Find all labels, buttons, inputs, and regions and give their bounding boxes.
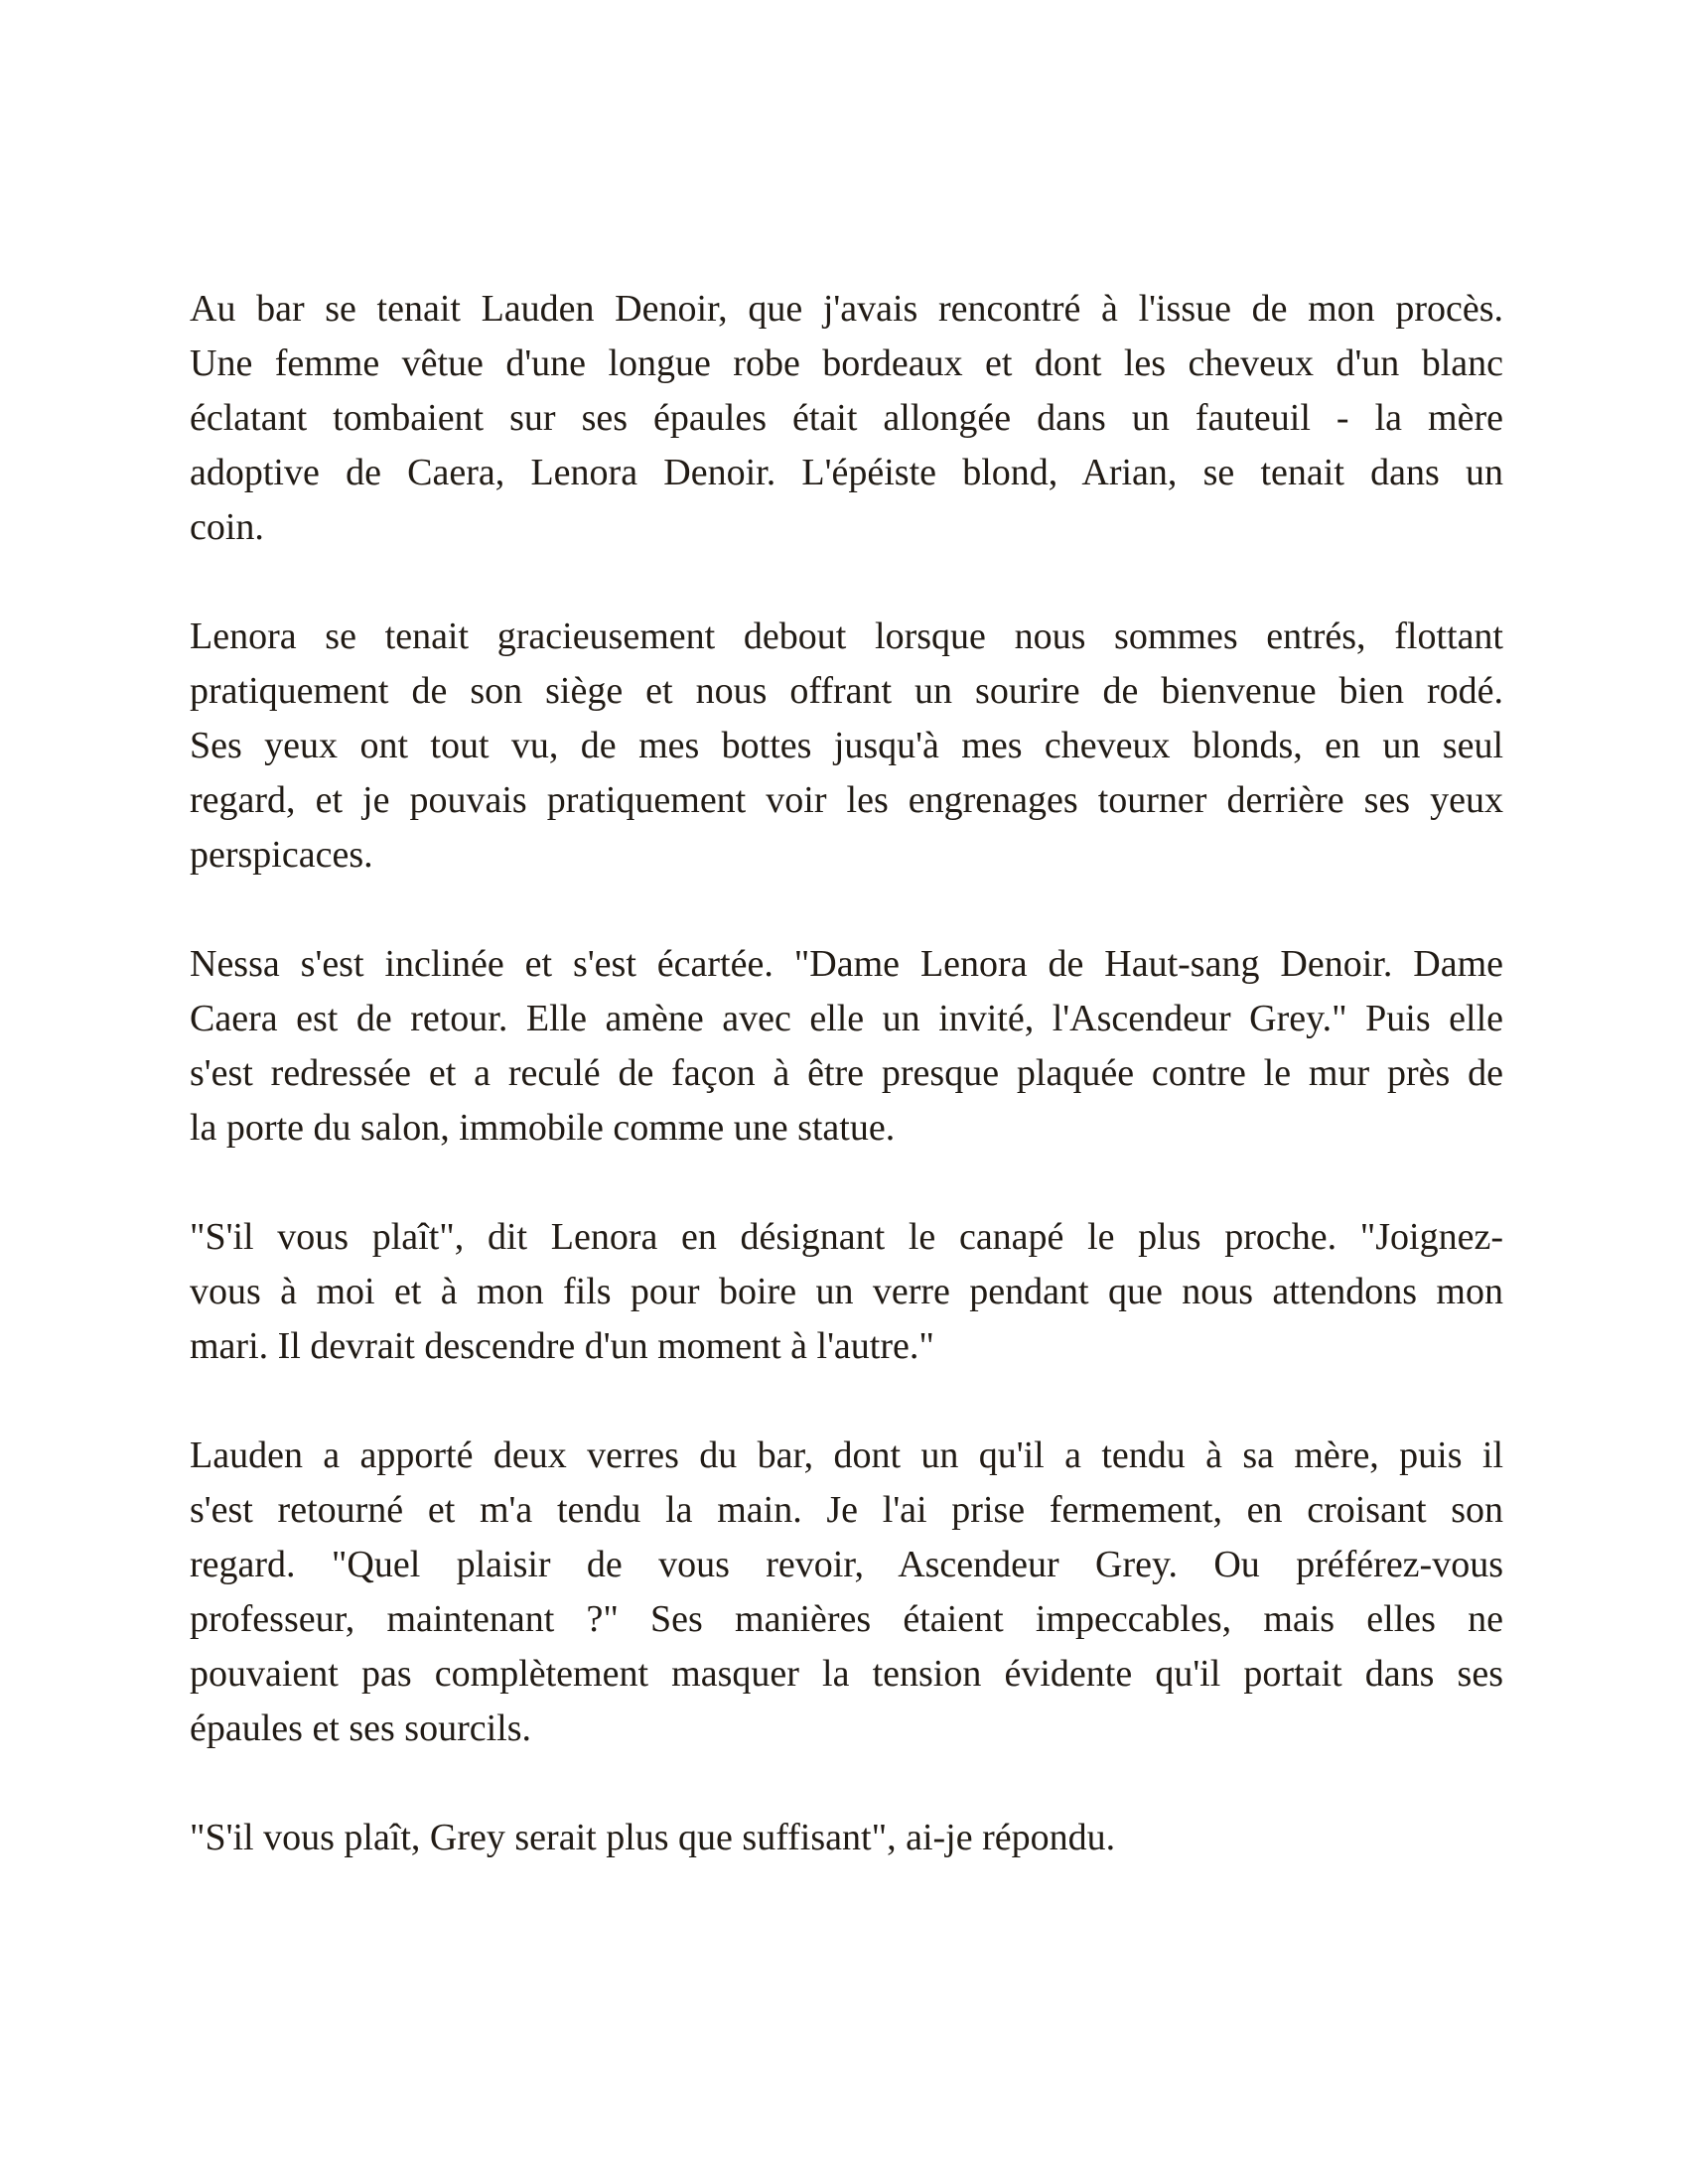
text-line: Une femme vêtue d'une longue robe bordeaux et dont les cheveux d'un blanc [190, 342, 1503, 384]
text-line: épaules et ses sourcils. [190, 1707, 532, 1749]
text-line: s'est retourné et m'a tendu la main. Je l'ai prise fermement, en croisant son [190, 1489, 1503, 1531]
paragraph [190, 282, 1503, 555]
text-line: professeur, maintenant ?" Ses manières étaient impeccables, mais elles ne [190, 1598, 1503, 1640]
text-line: coin. [190, 506, 264, 548]
text-line: "S'il vous plaît, Grey serait plus que suffisant", ai-je répondu. [190, 1817, 1116, 1858]
text-line: la porte du salon, immobile comme une statue. [190, 1107, 896, 1149]
text-line: vous à moi et à mon fils pour boire un verre pendant que nous attendons mon [190, 1271, 1503, 1312]
text-line: Lenora se tenait gracieusement debout lorsque nous sommes entrés, flottant [190, 615, 1503, 657]
paragraph [190, 1210, 1503, 1374]
text-line: regard, et je pouvais pratiquement voir les engrenages tourner derrière ses yeux [190, 779, 1503, 821]
text-line: Au bar se tenait Lauden Denoir, que j'avais rencontré à l'issue de mon procès. [190, 288, 1503, 330]
text-block [190, 282, 1503, 1920]
text-line: éclatant tombaient sur ses épaules était allongée dans un fauteuil - la mère [190, 397, 1503, 439]
text-line: regard. "Quel plaisir de vous revoir, Ascendeur Grey. Ou préférez-vous [190, 1544, 1503, 1585]
text-line: Caera est de retour. Elle amène avec elle un invité, l'Ascendeur Grey." Puis elle [190, 998, 1503, 1039]
paragraph [190, 1429, 1503, 1756]
text-line: pouvaient pas complètement masquer la tension évidente qu'il portait dans ses [190, 1653, 1503, 1695]
text-line: Nessa s'est inclinée et s'est écartée. "Dame Lenora de Haut-sang Denoir. Dame [190, 943, 1503, 985]
text-line: mari. Il devrait descendre d'un moment à l'autre." [190, 1325, 934, 1367]
text-line: "S'il vous plaît", dit Lenora en désignant le canapé le plus proche. "Joignez- [190, 1216, 1503, 1258]
text-line: s'est redressée et a reculé de façon à être presque plaquée contre le mur près de [190, 1052, 1503, 1094]
text-line: pratiquement de son siège et nous offrant un sourire de bienvenue bien rodé. [190, 670, 1503, 712]
text-line: Ses yeux ont tout vu, de mes bottes jusqu'à mes cheveux blonds, en un seul [190, 725, 1503, 766]
paragraph [190, 1811, 1503, 1865]
text-line: adoptive de Caera, Lenora Denoir. L'épéiste blond, Arian, se tenait dans un [190, 452, 1503, 493]
paragraph [190, 937, 1503, 1156]
paragraph [190, 610, 1503, 883]
text-line: perspicaces. [190, 834, 373, 876]
text-line: Lauden a apporté deux verres du bar, dont un qu'il a tendu à sa mère, puis il [190, 1434, 1503, 1476]
